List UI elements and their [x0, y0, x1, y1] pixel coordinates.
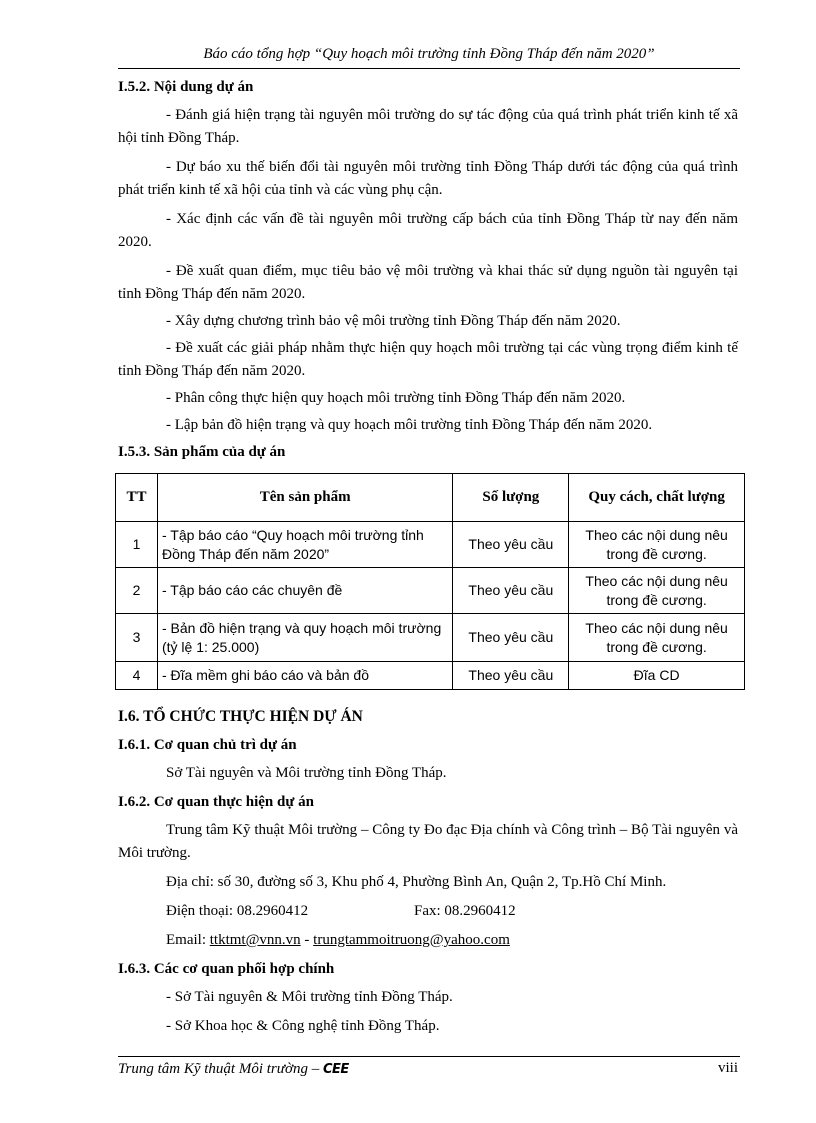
implementing-org-text: Trung tâm Kỹ thuật Môi trường – Công ty Đo đạc Địa chính và Công trình – Bộ Tài nguyên và Môi trường. — [118, 822, 738, 861]
section-heading-i-5-2: I.5.2. Nội dung dự án — [118, 79, 254, 95]
section-heading-i-6-2: I.6.2. Cơ quan thực hiện dự án — [118, 794, 314, 810]
cell-quantity: Theo yêu cầu — [453, 614, 569, 662]
contact-line — [118, 900, 738, 923]
list-item: - Sở Tài nguyên & Môi trường tỉnh Đồng Tháp. — [166, 989, 453, 1005]
table-row — [116, 662, 745, 690]
list-item: - Lập bản đồ hiện trạng và quy hoạch môi trường tỉnh Đồng Tháp đến năm 2020. — [166, 417, 653, 433]
cell-quality: Đĩa CD — [569, 662, 745, 690]
address-text: Địa chỉ: số 30, đường số 3, Khu phố 4, Phường Bình An, Quận 2, Tp.Hồ Chí Minh. — [166, 874, 667, 890]
header-rule — [118, 68, 740, 69]
email-link-1[interactable]: ttktmt@vnn.vn — [209, 932, 301, 948]
column-header-tt: TT — [116, 474, 158, 522]
section-heading-i-6-3: I.6.3. Các cơ quan phối hợp chính — [118, 961, 335, 977]
cell-product: - Bản đồ hiện trạng và quy hoạch môi trường (tỷ lệ 1: 25.000) — [157, 614, 452, 662]
cell-quantity: Theo yêu cầu — [453, 568, 569, 614]
email-link-2[interactable]: trungtammoitruong@yahoo.com — [313, 932, 510, 948]
cell-quantity: Theo yêu cầu — [453, 662, 569, 690]
section-heading-i-6: I.6. TỔ CHỨC THỰC HIỆN DỰ ÁN — [118, 708, 363, 725]
phone-text: Điện thoại: 08.2960412 — [166, 903, 309, 919]
column-header-quantity: Số lượng — [453, 474, 569, 522]
cell-quantity: Theo yêu cầu — [453, 522, 569, 568]
section-heading-i-5-3: I.5.3. Sản phẩm của dự án — [118, 444, 286, 460]
fax-text: Fax: 08.2960412 — [414, 903, 516, 919]
cell-product: - Tập báo cáo các chuyên đề — [157, 568, 452, 614]
cell-index: 1 — [116, 522, 158, 568]
email-label: Email: — [166, 932, 206, 948]
email-line — [118, 929, 738, 952]
table-row — [116, 614, 745, 662]
cell-product: - Đĩa mềm ghi báo cáo và bản đồ — [157, 662, 452, 690]
products-table — [115, 473, 745, 690]
list-item: - Sở Khoa học & Công nghệ tỉnh Đồng Tháp. — [166, 1018, 440, 1034]
column-header-quality: Quy cách, chất lượng — [569, 474, 745, 522]
email-separator: - — [304, 932, 310, 948]
footer-org: Trung tâm Kỹ thuật Môi trường – — [118, 1061, 320, 1077]
list-item: - Đề xuất các giải pháp nhằm thực hiện quy hoạch môi trường tại các vùng trọng điểm kinh tế tỉnh Đồng Tháp đến năm 2020. — [118, 340, 738, 379]
list-item: - Xây dựng chương trình bảo vệ môi trường tỉnh Đồng Tháp đến năm 2020. — [166, 313, 621, 329]
page-number: viii — [717, 1060, 738, 1076]
cell-index: 4 — [116, 662, 158, 690]
list-item: - Đề xuất quan điểm, mục tiêu bảo vệ môi trường và khai thác sử dụng nguồn tài nguyên tại tỉnh Đồng Tháp đến năm 2020. — [118, 263, 738, 302]
table-row — [116, 522, 745, 568]
page-content — [118, 76, 738, 1038]
table-row — [116, 568, 745, 614]
cell-quality: Theo các nội dung nêu trong đề cương. — [569, 522, 745, 568]
cell-product: - Tập báo cáo “Quy hoạch môi trường tỉnh Đồng Tháp đến năm 2020” — [157, 522, 452, 568]
lead-agency-text: Sở Tài nguyên và Môi trường tỉnh Đồng Tháp. — [166, 765, 447, 781]
cee-logo: CEE — [322, 1062, 349, 1077]
cell-quality: Theo các nội dung nêu trong đề cương. — [569, 614, 745, 662]
cell-index: 2 — [116, 568, 158, 614]
column-header-product-name: Tên sản phẩm — [157, 474, 452, 522]
header-title: Báo cáo tổng hợp “Quy hoạch môi trường tỉnh Đồng Tháp đến năm 2020” — [203, 46, 655, 62]
list-item: - Đánh giá hiện trạng tài nguyên môi trường do sự tác động của quá trình phát triển kinh tế xã hội tỉnh Đồng Tháp. — [118, 107, 738, 146]
table-header-row — [116, 474, 745, 522]
list-item: - Phân công thực hiện quy hoạch môi trường tỉnh Đồng Tháp đến năm 2020. — [166, 390, 626, 406]
cell-quality: Theo các nội dung nêu trong đề cương. — [569, 568, 745, 614]
list-item: - Xác định các vấn đề tài nguyên môi trường cấp bách của tỉnh Đồng Tháp từ nay đến năm 2020. — [118, 211, 738, 250]
list-item: - Dự báo xu thế biến đổi tài nguyên môi trường tỉnh Đồng Tháp dưới tác động của quá trình phát triển kinh tế xã hội của tỉnh và các vùng phụ cận. — [118, 159, 738, 198]
footer-text — [118, 1061, 349, 1078]
cell-index: 3 — [116, 614, 158, 662]
section-heading-i-6-1: I.6.1. Cơ quan chủ trì dự án — [118, 737, 297, 753]
footer-rule — [118, 1056, 740, 1057]
